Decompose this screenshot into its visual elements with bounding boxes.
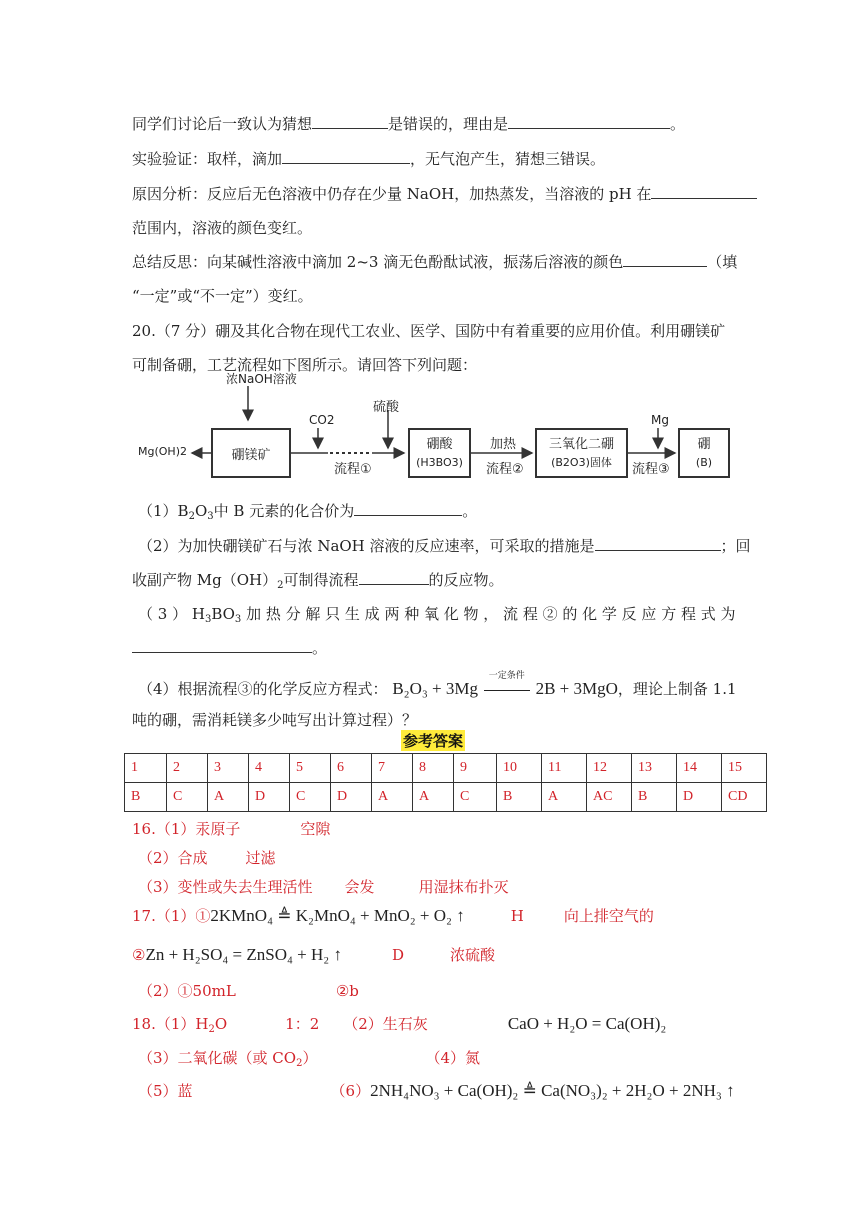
- answer-blank[interactable]: [595, 536, 721, 551]
- b2o3-formula: (B2O3)固体: [551, 456, 612, 469]
- table-cell: 1: [125, 754, 167, 783]
- line-text: ，无气泡产生，猜想三错误。: [410, 150, 606, 168]
- table-cell: 9: [454, 754, 497, 783]
- table-cell: B: [632, 783, 677, 812]
- line-text: 原因分析：反应后无色溶液中仍存在少量 NaOH，加热蒸发，当溶液的 pH 在: [132, 185, 652, 203]
- line-text: H: [510, 907, 524, 925]
- acid-label: 硫酸: [373, 400, 400, 415]
- subscript: 3: [204, 614, 212, 625]
- table-cell: 4: [249, 754, 290, 783]
- line-text: 吨的硼，需消耗镁多少吨写出计算过程）？: [132, 711, 418, 729]
- equation-b2o3: B₂O₃ + 3Mg: [392, 679, 479, 698]
- ore-label: 硼镁矿: [231, 448, 271, 463]
- line-text: （填: [707, 253, 738, 271]
- answer-17-1: [132, 905, 654, 926]
- line-text: O: [194, 502, 208, 520]
- line-text: （2）合成: [138, 849, 208, 867]
- sub-question-2: [138, 535, 751, 556]
- line-text: （6）: [330, 1082, 371, 1100]
- answer-18-1: [132, 1013, 666, 1035]
- step3-label: 流程③: [632, 462, 670, 477]
- line-text: 。: [670, 115, 686, 133]
- line-text: 。: [462, 502, 478, 520]
- table-cell: 5: [290, 754, 331, 783]
- line-text: 浓硫酸: [450, 946, 496, 964]
- table-cell: 2: [167, 754, 208, 783]
- answer-table: [124, 753, 767, 812]
- table-cell: C: [454, 783, 497, 812]
- line-text: 的反应物。: [428, 571, 504, 589]
- subscript: 2: [208, 1024, 215, 1035]
- equation-nh4no3: 2NH₄NO₃ + Ca(OH)₂ ≜ Ca(NO₃)₂ + 2H₂O + 2NH₃ ↑: [370, 1081, 735, 1100]
- line-text: （ 3 ） H: [138, 605, 205, 623]
- line-text: ；回: [720, 537, 751, 555]
- answer-16-2: [138, 847, 276, 868]
- sub-question-4: [138, 671, 737, 699]
- line-text: 17.（1）①: [132, 907, 211, 925]
- step1-label: 流程①: [334, 462, 372, 477]
- table-cell: D: [331, 783, 372, 812]
- table-cell: A: [208, 783, 249, 812]
- subscript: 3: [234, 614, 242, 625]
- line-text: 是错误的，理由是: [388, 115, 509, 133]
- b2o3-label: 三氧化二硼: [548, 437, 614, 452]
- line-text: （2）①50mL: [138, 982, 236, 1000]
- table-cell: 12: [587, 754, 632, 783]
- table-cell: D: [249, 783, 290, 812]
- line-text: （1）B: [138, 502, 189, 520]
- line-text: BO: [211, 605, 235, 623]
- answer-blank[interactable]: [132, 638, 312, 653]
- subscript: 2: [188, 511, 195, 522]
- answers-title: 参考答案: [403, 732, 464, 750]
- line-text: 范围内，溶液的颜色变红。: [132, 219, 313, 237]
- table-cell: 13: [632, 754, 677, 783]
- text-line: [132, 709, 417, 730]
- table-cell: A: [413, 783, 454, 812]
- boron-box: [678, 428, 730, 478]
- boric-acid-box: [408, 428, 471, 478]
- table-cell: D: [677, 783, 722, 812]
- equation-zn: Zn + H₂SO₄ = ZnSO₄ + H₂ ↑: [145, 945, 342, 964]
- line-text: 总结反思：向某碱性溶液中滴加 2~3 滴无色酚酞试液，振荡后溶液的颜色: [132, 253, 624, 271]
- subscript: 2: [277, 580, 284, 591]
- sub-question-3: [138, 603, 736, 625]
- line-text: 中 B 元素的化合价为: [213, 502, 355, 520]
- table-cell: C: [167, 783, 208, 812]
- line-text: （3）变性或失去生理活性: [138, 878, 313, 896]
- equation-b2o3-products: 2B + 3MgO: [535, 679, 618, 698]
- table-cell: 7: [372, 754, 413, 783]
- line-text: 同学们讨论后一致认为猜想: [132, 115, 313, 133]
- line-text: 16.（1）汞原子: [132, 820, 241, 838]
- text-line: [132, 637, 327, 658]
- table-cell: 11: [542, 754, 587, 783]
- line-text: 加 热 分 解 只 生 成 两 种 氧 化 物 ， 流 程 ② 的 化 学 反 应 方 程 式 为: [241, 605, 736, 623]
- text-line: [132, 569, 504, 591]
- naoh-label: 浓NaOH溶液: [226, 372, 297, 386]
- line-text: 18.（1）H: [132, 1015, 209, 1033]
- table-cell: C: [290, 783, 331, 812]
- table-cell: 6: [331, 754, 372, 783]
- ore-box: [211, 428, 291, 478]
- line-text: 可制备硼，工艺流程如下图所示。请回答下列问题：: [132, 356, 478, 374]
- flow-arrows: [0, 0, 865, 500]
- line-text: （4）氮: [425, 1049, 481, 1067]
- equation-cao: CaO + H₂O = Ca(OH)₂: [507, 1014, 667, 1033]
- line-text: 过滤: [245, 849, 276, 867]
- line-text: 实验验证：取样，滴加: [132, 150, 283, 168]
- table-cell: CD: [722, 783, 767, 812]
- line-text: 可制得流程: [283, 571, 359, 589]
- table-cell: 15: [722, 754, 767, 783]
- line-text: （4）根据流程③的化学反应方程式：: [138, 680, 388, 698]
- boron-label: 硼: [697, 437, 711, 452]
- answer-18-3: [138, 1080, 735, 1101]
- answer-17-2: [132, 944, 495, 965]
- boric-formula: (H3BO3): [416, 456, 463, 469]
- line-text: D: [391, 946, 404, 964]
- heat-label: 加热: [490, 437, 517, 452]
- line-text: ）: [302, 1049, 318, 1067]
- answer-17-3: [138, 980, 359, 1001]
- line-text: （2）为加快硼镁矿石与浓 NaOH 溶液的反应速率，可采取的措施是: [138, 537, 595, 555]
- line-text: ②b: [335, 982, 359, 1000]
- line-text: 收副产物 Mg（OH）: [132, 571, 278, 589]
- line-text: ，理论上制备 1.1: [617, 680, 737, 698]
- answer-blank[interactable]: [354, 501, 462, 516]
- step2-label: 流程②: [486, 462, 524, 477]
- line-text: 向上排空气的: [563, 907, 654, 925]
- table-cell: 3: [208, 754, 249, 783]
- reaction-arrow: [483, 671, 531, 698]
- line-text: O: [214, 1015, 228, 1033]
- table-cell: B: [125, 783, 167, 812]
- line-text: 。: [312, 639, 328, 657]
- boron-formula: (B): [695, 456, 713, 469]
- mgoh-label: Mg(OH)2: [138, 445, 187, 458]
- table-cell: 14: [677, 754, 722, 783]
- line-text: 用湿抹布扑灭: [418, 878, 509, 896]
- answer-blank[interactable]: [359, 570, 429, 585]
- table-row-answers: [125, 783, 767, 812]
- table-cell: 10: [497, 754, 542, 783]
- answer-16-1: [132, 818, 330, 839]
- b2o3-box: [535, 428, 628, 478]
- equation-kmno4: 2KMnO₄ ≜ K₂MnO₄ + MnO₂ + O₂ ↑: [210, 906, 465, 925]
- line-text: 会发: [344, 878, 375, 896]
- table-row-numbers: [125, 754, 767, 783]
- sub-question-1: [138, 500, 477, 522]
- table-cell: A: [542, 783, 587, 812]
- table-cell: B: [497, 783, 542, 812]
- answer-16-3: [138, 876, 509, 897]
- table-cell: AC: [587, 783, 632, 812]
- table-cell: A: [372, 783, 413, 812]
- line-text: 20.（7 分）硼及其化合物在现代工农业、医学、国防中有着重要的应用价值。利用硼镁矿: [132, 322, 726, 340]
- line-text: （3）二氧化碳（或 CO: [138, 1049, 297, 1067]
- subscript: 2: [296, 1058, 303, 1069]
- line-text: 空隙: [300, 820, 331, 838]
- subscript: 3: [207, 511, 214, 522]
- line-text: ②: [132, 946, 146, 964]
- line-text: 1：2: [285, 1015, 320, 1033]
- mg-top-label: Mg: [651, 413, 669, 427]
- line-text: “一定”或“不一定”）变红。: [132, 287, 313, 305]
- table-cell: 8: [413, 754, 454, 783]
- answer-18-2: [138, 1047, 480, 1069]
- boric-label: 硼酸: [426, 437, 453, 452]
- reaction-condition: 一定条件: [488, 671, 525, 681]
- co2-label: CO2: [309, 413, 335, 427]
- line-text: （5）蓝: [138, 1082, 193, 1100]
- line-text: （2）生石灰: [343, 1015, 428, 1033]
